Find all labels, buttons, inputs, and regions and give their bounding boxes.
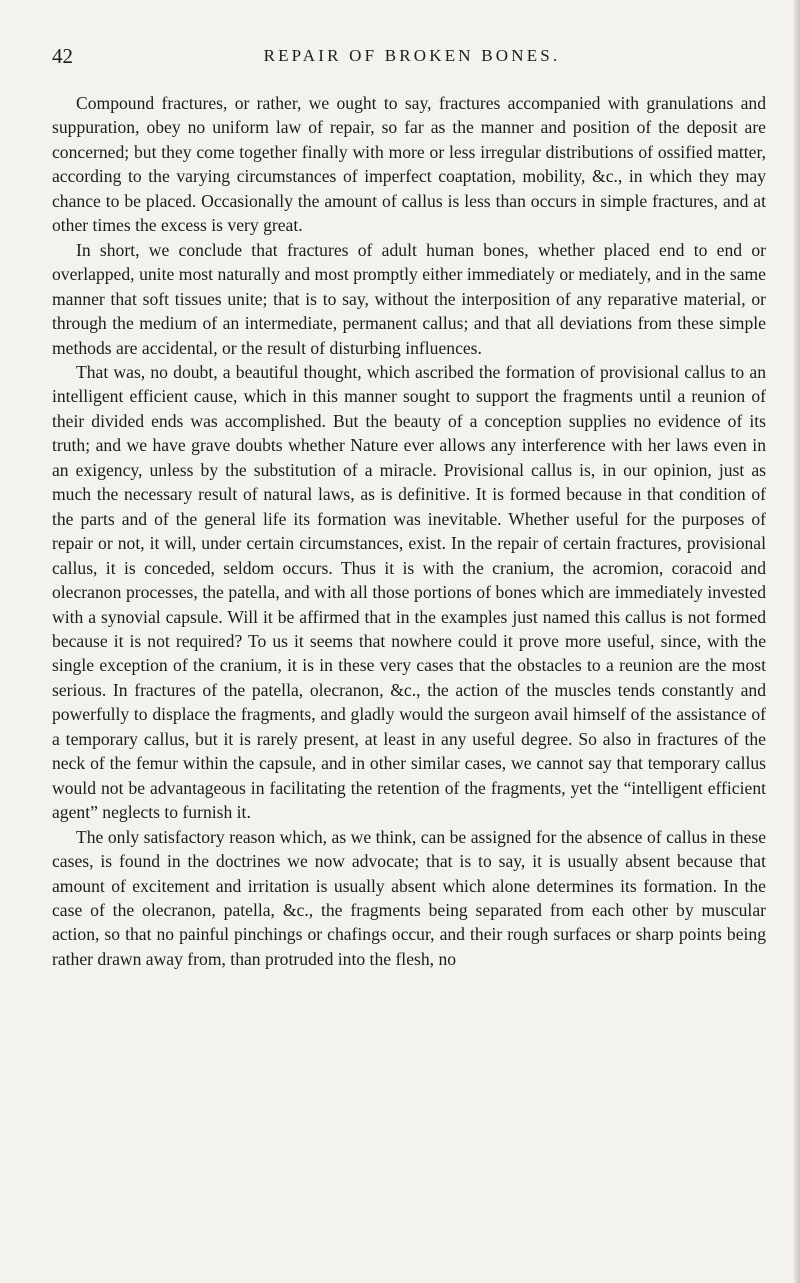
body-text	[52, 91, 766, 971]
paragraph: The only satisfactory reason which, as we think, can be assigned for the absence of callus in these cases, is found in the doctrines we now advocate; that is to say, it is usually absent because that amount of excitement and irritation is usually absent which alone determines its formation. In the case of the olecranon, patella, &c., the fragments being separated from each other by muscular action, so that no painful pinchings or chafings occur, and their rough surfaces or sharp points being rather drawn away from, than protruded into the flesh, no	[52, 826, 766, 969]
page-number: 42	[52, 44, 73, 68]
paragraph: In short, we conclude that fractures of adult human bones, whether placed end to end or overlapped, unite most naturally and most promptly either immediately or mediately, and in the same manner that soft tissues unite; that is to say, without the interposition of any reparative material, or through the medium of an intermediate, permanent callus; and that all deviations from these simple methods are accidental, or the result of disturbing influences.	[52, 239, 766, 358]
page-header	[52, 44, 772, 72]
page-edge-shadow	[794, 0, 800, 1283]
paragraph: Compound fractures, or rather, we ought to say, fractures accompanied with granulations and suppuration, obey no uniform law of repair, so far as the manner and position of the deposit are concerned; but they come together finally with more or less irregular distributions of ossified matter, according to the varying circumstances of imperfect coaptation, mobility, &c., in which they may chance to be placed. Occasionally the amount of callus is less than occurs in simple fractures, and at other times the excess is very great.	[52, 93, 766, 236]
paragraph: That was, no doubt, a beautiful thought, which ascribed the formation of provisional callus to an intelligent efficient cause, which in this manner sought to support the fragments until a reunion of their divided ends was accomplished. But the beauty of a conception supplies no evidence of its truth; and we have grave doubts whether Nature ever allows any interference with her laws even in an exigency, unless by the substitution of a miracle. Provisional callus is, in our opinion, just as much the necessary result of natural laws, as is definitive. It is formed because in that condition of the parts and of the general life its formation was inevitable. Whether useful for the purposes of repair or not, it will, under certain circumstances, exist. In the repair of certain fractures, provisional callus, it is conceded, seldom occurs. Thus it is with the cranium, the acromion, coracoid and olecranon processes, the patella, and with all those portions of bones which are immediately invested with a synovial capsule. Will it be affirmed that in the examples just named this callus is not formed because it is not required? To us it seems that nowhere could it prove more useful, since, with the single exception of the cranium, it is in these very cases that the obstacles to a reunion are the most serious. In fractures of the patella, olecranon, &c., the action of the muscles tends constantly and powerfully to displace the fragments, and gladly would the surgeon avail himself of the assistance of a temporary callus, but it is rarely present, at least in any useful degree. So also in fractures of the neck of the femur within the capsule, and in other similar cases, we cannot say that temporary callus would not be advantageous in facilitating the retention of the fragments, yet the “intelligent efficient agent” neglects to furnish it.	[52, 361, 766, 823]
running-head: REPAIR OF BROKEN BONES.	[263, 46, 561, 65]
